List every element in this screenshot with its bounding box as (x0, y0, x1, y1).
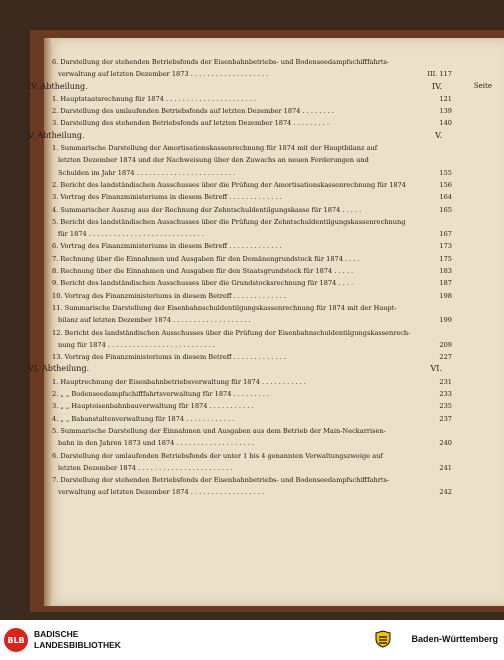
toc-entry-text: 1. Hauptstaatsrechnung für 1874 . . . . . . . . . . . . . . . . . . . . . . (52, 94, 257, 103)
toc-page-number: 235 (439, 402, 452, 411)
state-name[interactable]: Baden-Württemberg (411, 634, 498, 644)
toc-entry-text: V. Abtheilung. (28, 130, 85, 140)
toc-page-number: 155 (439, 168, 452, 177)
toc-entry (52, 462, 452, 474)
toc-page-number: 231 (439, 377, 452, 386)
toc-entry (52, 68, 452, 80)
toc-entry-text: verwaltung auf letzten Dezember 1873 . . . . . . . . . . . . . . . . . . . (58, 70, 269, 79)
toc-page-number: 240 (439, 439, 452, 448)
toc-entry-text: 2. Darstellung des umlaufenden Betriebsfonds auf letzten Dezember 1874 . . . . . . . . (52, 107, 334, 116)
toc-entry (52, 474, 452, 486)
toc-entry-text: 7. Rechnung über die Einnahmen und Ausgaben für den Domänengrundstock für 1874 . . . . (52, 254, 360, 263)
toc-entry (52, 105, 452, 117)
toc-entry-text: 3. Vortrag des Finanzministeriums in diesem Betreff . . . . . . . . . . . . . (52, 193, 282, 202)
toc-entry-text: verwaltung auf letzten Dezember 1874 . . . . . . . . . . . . . . . . . . (58, 488, 265, 497)
toc-entry-text: 1. Hauptrechnung der Eisenbahnbetriebsverwaltung für 1874 . . . . . . . . . . . (52, 377, 306, 386)
toc-entry-text: 12. Bericht des landständischen Ausschusses über die Prüfung der Eisenbahnschuldentilgungskassenrech- (52, 328, 411, 337)
toc-entry-text: 1. Summarische Darstellung der Amortisationskassenrechnung für 1874 mit der Hauptbilanz auf (52, 144, 378, 153)
toc-page-number: 121 (439, 94, 452, 103)
footer-bar (0, 620, 504, 660)
toc-page-number: 242 (439, 488, 452, 497)
toc-entry-text: VI. Abtheilung. (28, 364, 90, 374)
toc-page-number: III. 117 (427, 70, 452, 79)
library-name-line1: BADISCHE (34, 629, 79, 639)
page-column-header: Seite (473, 82, 492, 90)
toc-page-number: 173 (439, 242, 452, 251)
toc-entry-text: 6. Darstellung der stehenden Betriebsfonds der Eisenbahnbetriebs- und Bodenseedampfschifffahrts- (52, 58, 390, 66)
toc-entry (52, 425, 452, 437)
toc-entry (52, 314, 452, 326)
toc-page-number: 156 (439, 180, 452, 189)
toc-page-number: 187 (439, 279, 452, 288)
library-name[interactable] (34, 629, 121, 651)
toc-entry-text: IV. Abtheilung. (28, 81, 88, 91)
toc-page-number: 198 (439, 291, 452, 300)
toc-entry-text: nung für 1874 . . . . . . . . . . . . . . . . . . . . . . . . . . (58, 340, 215, 349)
toc-entry-text: Schulden im Jahr 1874 . . . . . . . . . . . . . . . . . . . . . . . . (58, 168, 236, 177)
toc-entry (52, 486, 452, 498)
toc-entry (52, 216, 452, 228)
toc-section-heading (28, 363, 452, 375)
toc-page-number: 183 (439, 267, 452, 276)
toc-entry (52, 351, 452, 363)
toc-section-roman: IV. (431, 81, 442, 91)
toc-page-number: 241 (439, 463, 452, 472)
toc-entry (52, 376, 452, 388)
toc-entry (52, 240, 452, 252)
toc-page-number: 199 (439, 316, 452, 325)
toc-entry-text: 13. Vortrag des Finanzministeriums in diesem Betreff . . . . . . . . . . . . . (52, 353, 286, 362)
toc-entry-text: 3. Darstellung des stehenden Betriebsfonds auf letzten Dezember 1874 . . . . . . . . . (52, 119, 330, 128)
toc-entry-text: für 1874 . . . . . . . . . . . . . . . . . . . . . . . . . . . . (58, 230, 205, 239)
toc-page-number: 175 (439, 254, 452, 263)
toc-entry-text: 10. Vortrag des Finanzministeriums in diesem Betreff . . . . . . . . . . . . . (52, 291, 286, 300)
toc-entry (52, 339, 452, 351)
toc-entry-text: letzten Dezember 1874 . . . . . . . . . . . . . . . . . . . . . . . (58, 463, 233, 472)
toc-page-number: 164 (439, 193, 452, 202)
toc-page-number: 165 (439, 205, 452, 214)
toc-entry-text: 3. „ „ Haupteisenbahnbauverwaltung für 1874 . . . . . . . . . . . (52, 402, 254, 411)
toc-page-number: 209 (439, 340, 452, 349)
toc-entry (52, 142, 452, 154)
toc-entry-text: 5. Summarische Darstellung der Einnahmen und Ausgaben aus dem Betrieb der Main-Neckarrisen- (52, 426, 386, 435)
toc-section-heading (28, 81, 452, 93)
toc-section-roman: VI. (430, 364, 442, 374)
toc-entry (52, 265, 452, 277)
toc-entry-text: 9. Bericht des landständischen Ausschusses über die Grundstocksrechnung für 1874 . . . . (52, 279, 354, 288)
toc-entry (52, 437, 452, 449)
toc-entry (52, 327, 452, 339)
toc-page-number: 233 (439, 390, 452, 399)
toc-entry-text: 7. Darstellung der stehenden Betriebsfonds der Eisenbahnbetriebs- und Bodenseedampfschifffahrts- (52, 476, 390, 485)
toc-entry-text: 4. „ „ Babanstaltenverwaltung für 1874 . . . . . . . . . . . . (52, 414, 235, 423)
toc-entry-text: 8. Rechnung über die Einnahmen und Ausgaben für den Staatsgrundstock für 1874 . . . . . (52, 267, 354, 276)
toc-entry (52, 253, 452, 265)
toc-entry (52, 290, 452, 302)
toc-section-heading (28, 130, 452, 142)
toc-entry (52, 400, 452, 412)
blb-logo-icon[interactable]: BLB (4, 628, 28, 652)
toc-entry-text: bilanz auf letzten Dezember 1874 . . . . . . . . . . . . . . . . . . . (58, 316, 251, 325)
toc-entry-text: letzten Dezember 1874 und der Nachweisung über den Zuwachs an neuen Forderungen und (58, 156, 369, 165)
toc-entry-text: 2. Bericht des landständischen Ausschusses über die Prüfung der Amortisationskassenrechnung für 1874 (52, 180, 406, 189)
toc-page-number: 167 (439, 230, 452, 239)
toc-entry (52, 56, 452, 68)
toc-entry-text: bahn in den Jahren 1873 und 1874 . . . . . . . . . . . . . . . . . . . (58, 439, 254, 448)
toc-page-number: 139 (439, 107, 452, 116)
toc-entry (52, 93, 452, 105)
library-name-line2: LANDESBIBLIOTHEK (34, 640, 121, 650)
toc-entry (52, 204, 452, 216)
toc-entry (52, 191, 452, 203)
table-of-contents (28, 56, 452, 499)
toc-entry-text: 4. Summarischer Auszug aus der Rechnung der Zehntschuldentilgungskasse für 1874 . . . . . (52, 205, 362, 214)
toc-entry (52, 167, 452, 179)
toc-entry (52, 154, 452, 166)
toc-entry-text: 11. Summarische Darstellung der Eisenbahnschuldentilgungskassenrechnung für 1874 mit der Haupt- (52, 303, 397, 312)
toc-entry (52, 302, 452, 314)
toc-entry (52, 277, 452, 289)
toc-page-number: 227 (439, 353, 452, 362)
toc-entry-text: 5. Bericht des landständischen Ausschusses über die Prüfung der Zehntschuldentilgungskassenrechnung (52, 217, 406, 226)
toc-entry (52, 388, 452, 400)
toc-entry (52, 179, 452, 191)
toc-entry (52, 228, 452, 240)
toc-entry (52, 117, 452, 129)
coat-of-arms-icon (374, 630, 392, 648)
toc-entry-text: 6. Vortrag des Finanzministeriums in diesem Betreff . . . . . . . . . . . . . (52, 242, 282, 251)
toc-section-roman: V. (435, 130, 442, 140)
toc-page-number: 140 (439, 119, 452, 128)
toc-entry (52, 413, 452, 425)
toc-entry (52, 450, 452, 462)
toc-entry-text: 6. Darstellung der umlaufenden Betriebsfonds der unter 1 bis 4 genannten Verwaltungszweige auf (52, 451, 383, 460)
toc-page-number: 237 (439, 414, 452, 423)
toc-entry-text: 2. „ „ Bodenseedampfschifffahrtsverwaltung für 1874 . . . . . . . . . (52, 390, 270, 399)
